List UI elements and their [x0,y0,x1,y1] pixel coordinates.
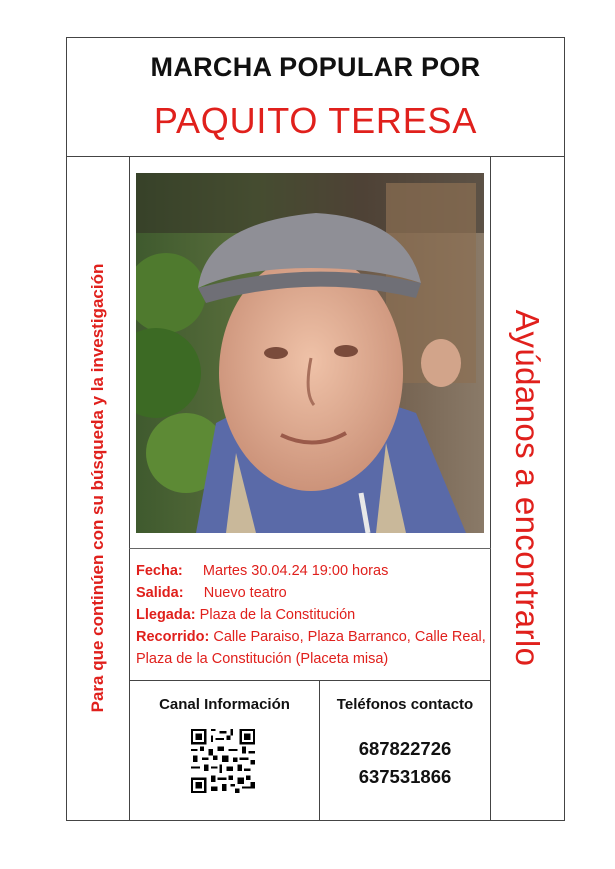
fecha-value: Martes 30.04.24 19:00 horas [202,563,389,579]
qr-code-icon[interactable] [191,729,255,793]
info-separator [129,548,491,549]
fecha-label: Fecha [136,563,178,579]
salida-label: Salida [136,585,179,601]
portrait-illustration [136,173,484,533]
fecha-row: Fecha: Martes 30.04.24 19:00 horas [136,563,389,579]
canal-informacion-label: Canal Información [159,696,290,713]
portrait-photo [136,173,484,533]
footer-separator [129,680,491,681]
telefonos-contacto-label: Teléfonos contacto [336,696,474,713]
phone-number-1[interactable]: 687822726 [358,738,452,759]
recorrido-row: Recorrido: Calle Paraiso, Plaza Barranco, Calle Real, Plaza de la Constitución (Placeta misa) [136,629,486,667]
right-vertical-text: Ayúdanos a encontrarlo [509,309,546,667]
llegada-value: Plaza de la Constitución [199,607,356,623]
left-vertical-text: Para que continúen con su búsqueda y la investigación [88,263,107,713]
salida-value: Nuevo teatro [203,585,287,601]
recorrido-label: Recorrido [136,629,205,645]
phone-numbers [320,735,490,791]
recorrido-value: Calle Paraiso, Plaza Barranco, Calle Real, Plaza de la Constitución (Placeta misa) [136,629,486,667]
llegada-row: Llegada: Plaza de la Constitución [136,607,356,623]
phone-number-2[interactable]: 637531866 [358,766,452,787]
event-info [136,560,486,670]
title-line-1: MARCHA POPULAR POR [150,52,481,82]
title-line-2: PAQUITO TERESA [153,100,478,141]
llegada-label: Llegada [136,607,191,623]
salida-row: Salida: Nuevo teatro [136,585,287,601]
